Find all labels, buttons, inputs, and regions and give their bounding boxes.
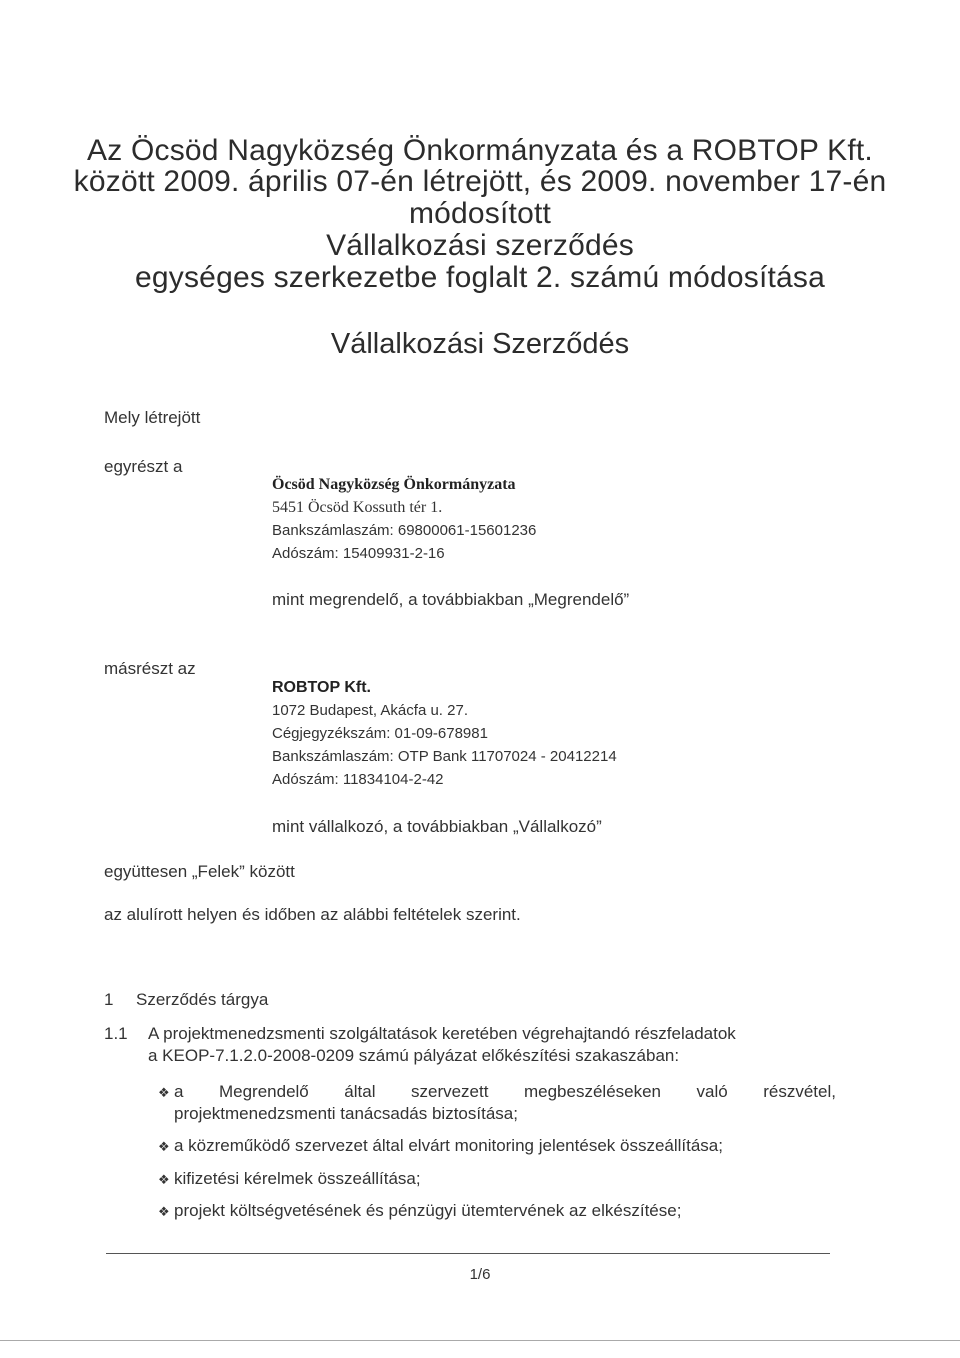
diamond-bullet-icon: ❖ bbox=[158, 1172, 170, 1187]
page-number: 1/6 bbox=[469, 1266, 491, 1283]
bullet-1-line1: a Megrendelő által szervezett megbeszéléseken való részvétel, bbox=[174, 1082, 836, 1101]
party2-bank: Bankszámlaszám: OTP Bank 11707024 - 20412214 bbox=[272, 748, 617, 765]
title-line-3: módosított bbox=[408, 197, 552, 230]
subsection-text-line2: a KEOP-7.1.2.0-2008-0209 számú pályázat előkészítési szakaszában: bbox=[148, 1046, 680, 1065]
bullet-item-4: ❖ projekt költségvetésének és pénzügyi ütemtervének az elkészítése; bbox=[158, 1201, 682, 1220]
title-line-5: egységes szerkezetbe foglalt 2. számú módosítása bbox=[135, 261, 825, 294]
footer-divider bbox=[106, 1253, 830, 1254]
title-line-2: között 2009. április 07-én létrejött, és 2009. november 17-én bbox=[73, 165, 887, 198]
section1-number: 1 bbox=[104, 990, 114, 1009]
party2-address: 1072 Budapest, Akácfa u. 27. bbox=[272, 702, 468, 719]
bullet-1-line2: projektmenedzsmenti tanácsadás biztosítása; bbox=[174, 1104, 518, 1123]
title-line-1: Az Öcsöd Nagyközség Önkormányzata és a ROBTOP Kft. bbox=[87, 134, 873, 167]
diamond-bullet-icon: ❖ bbox=[158, 1139, 170, 1154]
bullet-item-2: ❖ a közreműködő szervezet által elvárt monitoring jelentések összeállítása; bbox=[158, 1136, 723, 1155]
party1-label: egyrészt a bbox=[104, 457, 183, 476]
diamond-bullet-icon: ❖ bbox=[158, 1204, 170, 1219]
scan-edge-line bbox=[0, 1340, 960, 1341]
party2-role: mint vállalkozó, a továbbiakban „Vállalkozó” bbox=[272, 817, 602, 836]
party2-registry: Cégjegyzékszám: 01-09-678981 bbox=[272, 725, 488, 742]
party1-role: mint megrendelő, a továbbiakban „Megrendelő” bbox=[272, 590, 630, 609]
diamond-bullet-icon: ❖ bbox=[158, 1085, 170, 1100]
subsection-text-line1: A projektmenedzsmenti szolgáltatások keretében végrehajtandó részfeladatok bbox=[148, 1024, 736, 1043]
together-label: együttesen „Felek” között bbox=[104, 862, 295, 881]
party2-tax: Adószám: 11834104-2-42 bbox=[272, 771, 444, 788]
bullet-item-3: ❖ kifizetési kérelmek összeállítása; bbox=[158, 1169, 421, 1188]
title-line-4: Vállalkozási szerződés bbox=[326, 229, 634, 262]
party2-label: másrészt az bbox=[104, 659, 196, 678]
party2-name: ROBTOP Kft. bbox=[272, 679, 371, 696]
created-label: Mely létrejött bbox=[104, 408, 201, 427]
party1-bank: Bankszámlaszám: 69800061-15601236 bbox=[272, 522, 537, 539]
subsection-number: 1.1 bbox=[104, 1024, 128, 1043]
party1-name: Öcsöd Nagyközség Önkormányzata bbox=[272, 476, 516, 493]
party1-address: 5451 Öcsöd Kossuth tér 1. bbox=[272, 499, 443, 516]
contract-subtitle: Vállalkozási Szerződés bbox=[330, 328, 630, 360]
party1-tax: Adószám: 15409931-2-16 bbox=[272, 545, 445, 562]
closing-sentence: az alulírott helyen és időben az alábbi feltételek szerint. bbox=[104, 905, 521, 924]
section1-title: Szerződés tárgya bbox=[136, 990, 269, 1009]
